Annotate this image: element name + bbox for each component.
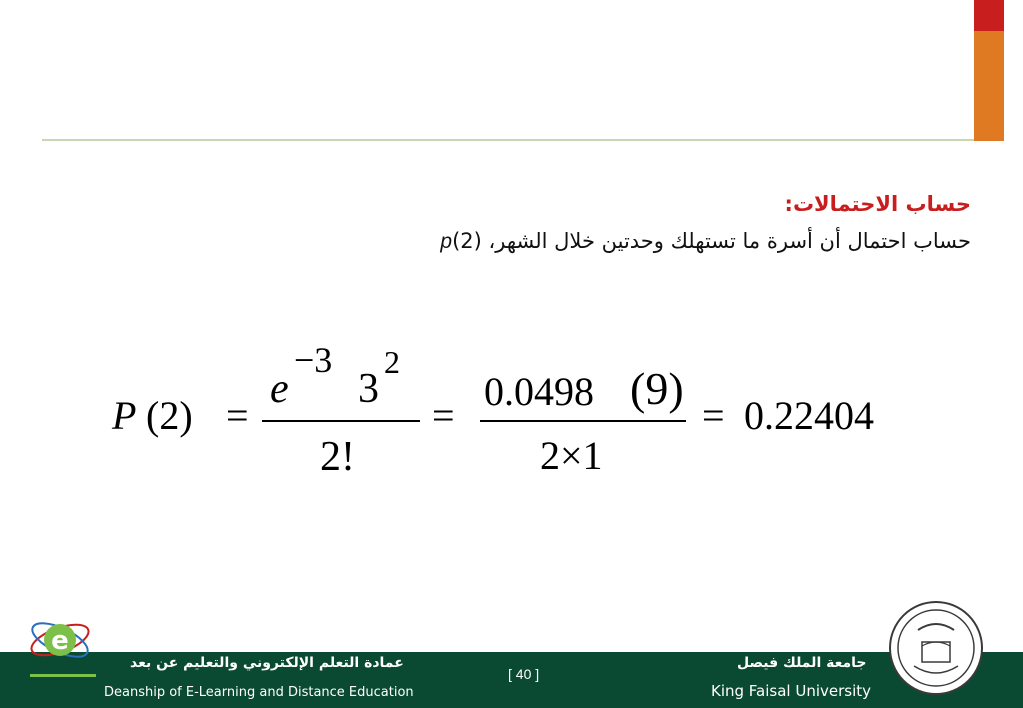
footer-bar: [0, 652, 1023, 708]
accent-top-block: [974, 0, 1004, 31]
formula-exp: −3: [294, 340, 333, 380]
formula-lhs-arg: (2): [146, 393, 193, 438]
fraction-bar-2: [480, 420, 686, 422]
accent-side-bar: [974, 31, 1004, 141]
formula-result: 0.22404: [744, 393, 874, 438]
university-name-en: King Faisal University: [711, 682, 872, 700]
header-rule: [42, 139, 974, 141]
deanship-name-en: Deanship of E-Learning and Distance Education: [104, 685, 414, 700]
slide-subtitle: [440, 229, 971, 254]
formula-den2: 2×1: [540, 433, 603, 478]
formula-eq-3: =: [702, 393, 725, 438]
formula-lhs: P: [112, 393, 137, 438]
formula-base: 3: [358, 366, 379, 412]
poisson-formula: [110, 340, 940, 490]
formula-e: e: [270, 366, 289, 412]
slide-heading: حساب الاحتمالات:: [784, 192, 971, 216]
subtitle-p-expression: [440, 229, 481, 254]
subtitle-text: حساب احتمال أن أسرة ما تستهلك وحدتين خلال الشهر،: [481, 229, 971, 253]
formula-den1: 2!: [320, 434, 355, 480]
subtitle-p: p: [440, 230, 453, 253]
fraction-bar-1: [262, 420, 420, 422]
subtitle-arg: (2): [452, 229, 482, 253]
deanship-name-ar: عمادة التعلم الإلكتروني والتعليم عن بعد: [130, 655, 404, 671]
formula-num2-paren: (9): [630, 363, 684, 414]
university-name-ar: جامعة الملك فيصل: [737, 655, 867, 671]
e-learning-logo-icon: [20, 610, 106, 684]
page-number: [ 40 ]: [508, 666, 540, 682]
svg-text:e: e: [51, 626, 69, 656]
formula-num2: 0.0498: [484, 369, 594, 414]
formula-eq-1: =: [226, 393, 249, 438]
formula-eq-2: =: [432, 393, 455, 438]
university-seal-icon: [888, 600, 984, 696]
formula-base-exp: 2: [384, 344, 400, 380]
